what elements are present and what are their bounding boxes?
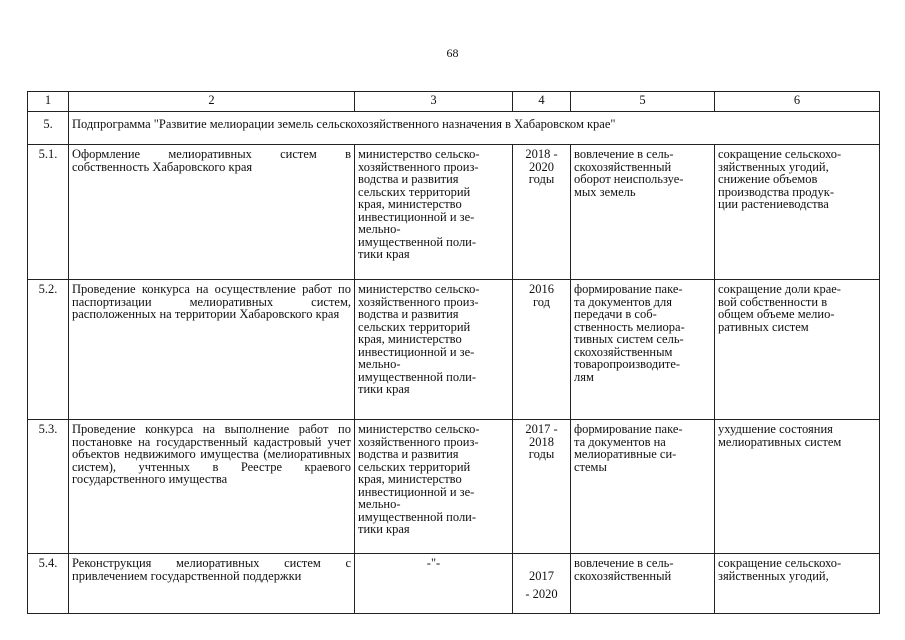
row-number: 5.3. xyxy=(28,420,69,554)
period-end: - 2020 xyxy=(525,587,558,601)
header-cell: 5 xyxy=(571,92,715,112)
header-cell: 2 xyxy=(69,92,355,112)
table-row xyxy=(28,280,880,420)
header-cell: 1 xyxy=(28,92,69,112)
period: 2018 - 2020 годы xyxy=(513,145,571,280)
consequence: сокращение сельскохо- зяйственных угодий, xyxy=(715,554,880,614)
executor: министерство сельско- хозяйственного произ- водства и развития сельских территорий края, министерство инвестиционной и зе- мельно- имущественной поли- тики края xyxy=(355,280,513,420)
consequence: сокращение доли крае- вой собственности в общем объеме мелио- ративных систем xyxy=(715,280,880,420)
executor: министерство сельско- хозяйственного произ- водства и развития сельских территорий края, министерство инвестиционной и зе- мельно- имущественной поли- тики края xyxy=(355,145,513,280)
period xyxy=(513,554,571,614)
subprogram-number: 5. xyxy=(28,112,69,145)
measure-name: Проведение конкурса на осуществление работ по паспортизации мелиоративных систем, расположенных на территории Хабаровского края xyxy=(69,280,355,420)
measure-name: Оформление мелиоративных систем в собственность Хабаровского края xyxy=(69,145,355,280)
measures-table xyxy=(27,91,880,614)
table-row xyxy=(28,554,880,614)
page-number: 68 xyxy=(446,46,459,60)
expected-result: формирование паке- та документов на мелиоративные си- стемы xyxy=(571,420,715,554)
consequence: ухудшение состояния мелиоративных систем xyxy=(715,420,880,554)
consequence: сокращение сельскохо- зяйственных угодий, снижение объемов производства продук- ции растениеводства xyxy=(715,145,880,280)
row-number: 5.1. xyxy=(28,145,69,280)
expected-result: формирование паке- та документов для передачи в соб- ственность мелиора- тивных систем сель- скохозяйственным товаропроизводите- лям xyxy=(571,280,715,420)
row-number: 5.4. xyxy=(28,554,69,614)
row-number: 5.2. xyxy=(28,280,69,420)
executor: министерство сельско- хозяйственного произ- водства и развития сельских территорий края, министерство инвестиционной и зе- мельно- имущественной поли- тики края xyxy=(355,420,513,554)
subprogram-title: Подпрограмма "Развитие мелиорации земель сельскохозяйственного назначения в Хабаровском крае" xyxy=(69,112,880,145)
table-row xyxy=(28,420,880,554)
expected-result: вовлечение в сель- скохозяйственный оборот неиспользуе- мых земель xyxy=(571,145,715,280)
header-cell: 4 xyxy=(513,92,571,112)
measure-name: Реконструкция мелиоративных систем с привлечением государственной поддержки xyxy=(69,554,355,614)
period-start: 2017 xyxy=(529,568,554,583)
header-cell: 3 xyxy=(355,92,513,112)
header-cell: 6 xyxy=(715,92,880,112)
executor: -"- xyxy=(355,554,513,614)
period: 2017 - 2018 годы xyxy=(513,420,571,554)
expected-result: вовлечение в сель- скохозяйственный xyxy=(571,554,715,614)
subprogram-row xyxy=(28,112,880,145)
table-row xyxy=(28,145,880,280)
header-row xyxy=(28,92,880,112)
measure-name: Проведение конкурса на выполнение работ по постановке на государственный кадастровый учет объектов недвижимого имущества (мелиоративных систем), учтенных в Реестре краевого государственного имущества xyxy=(69,420,355,554)
period: 2016 год xyxy=(513,280,571,420)
